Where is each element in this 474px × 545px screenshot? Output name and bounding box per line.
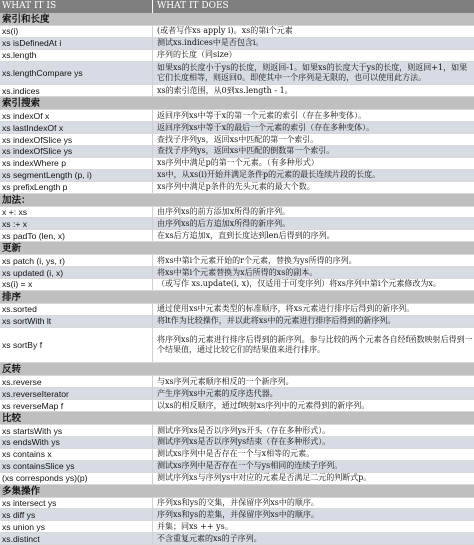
operation-cell: xs sortBy f [0, 328, 153, 363]
description-cell: 测试xs序列中是否存在一个与ys相同的连续子序列。 [157, 461, 343, 471]
table-row [0, 158, 474, 170]
table-row [0, 122, 474, 134]
operation-cell: xs(i) [0, 26, 153, 37]
description-cell: 测试序列xs与序列ys中对应的元素是否满足二元的判断式p。 [157, 473, 372, 483]
description-cell: 将xs中第i个元素开始的r个元素，替换为ys所得的序列。 [157, 255, 357, 265]
description-cell: 测试序列xs是否以序列ys开头（存在多种形式）。 [157, 425, 331, 435]
table-row [0, 461, 474, 473]
operation-cell: xs segmentLength (p, i) [0, 170, 153, 181]
section-heading: 排序 [0, 291, 474, 304]
table-header [0, 0, 474, 13]
table-row [0, 85, 474, 97]
section-heading: 加法： [0, 194, 474, 207]
operation-cell: xs containsSlice ys [0, 461, 153, 472]
operation-cell: xs updated (i, x) [0, 267, 153, 278]
operation-cell: xs.indices [0, 85, 153, 96]
table-row [0, 279, 474, 291]
operation-cell: xs reverseMap f [0, 400, 153, 411]
table-row [0, 425, 474, 437]
table-row [0, 207, 474, 219]
table-row [0, 134, 474, 146]
table-row [0, 62, 474, 86]
section-heading: 更新 [0, 242, 474, 255]
description-cell: xs中，从xs(i)开始并满足条件p的元素的最长连续片段的长度。 [157, 170, 381, 180]
section-heading: 多集操作 [0, 485, 474, 498]
operation-cell: xs.reverse [0, 376, 153, 387]
table-row [0, 316, 474, 328]
description-cell: 并集；同xs ++ ys。 [157, 521, 233, 531]
section-heading: 索引搜索 [0, 97, 474, 110]
operation-cell: x +: xs [0, 207, 153, 218]
description-cell: xs序列中满足p条件的先头元素的最大个数。 [157, 182, 315, 192]
table-row [0, 376, 474, 388]
operation-cell: xs :+ x [0, 218, 153, 229]
operation-cell: xs.distinct [0, 533, 153, 544]
operation-cell: xs.sorted [0, 304, 153, 315]
operation-cell: xs isDefinedAt i [0, 38, 153, 49]
description-cell: 测试序列xs是否以序列ys结束（存在多种形式）。 [157, 437, 331, 447]
table-row [0, 110, 474, 122]
operation-cell: xs startsWith ys [0, 425, 153, 436]
table-row [0, 230, 474, 242]
section-heading: 比较 [0, 412, 474, 425]
table-row [0, 498, 474, 510]
description-cell: 以xs的相反顺序，通过f映射xs序列中的元素得到的新序列。 [157, 400, 370, 410]
description-cell: 不含重复元素的xs的子序列。 [157, 533, 262, 543]
table-row [0, 328, 474, 364]
operation-cell: xs prefixLength p [0, 182, 153, 193]
description-cell: 序列xs和ys的差集，并保留序列xs中的顺序。 [157, 509, 319, 519]
description-cell: 测试xs.indices中是否包含i。 [157, 38, 264, 48]
description-cell: 序列的长度（同size） [157, 50, 237, 60]
description-cell: 将xs中第i个元素替换为x后所得的xs的副本。 [157, 267, 318, 277]
operation-cell: xs padTo (len, x) [0, 230, 153, 241]
description-cell: 测试xs序列中是否存在一个与x相等的元素。 [157, 449, 315, 459]
description-cell: xs序列中满足p的第一个元素。（有多种形式） [157, 158, 319, 168]
operation-cell: xs intersect ys [0, 498, 153, 509]
table-row [0, 473, 474, 485]
table-row [0, 26, 474, 38]
table-row [0, 255, 474, 267]
section-heading: 索引和长度 [0, 13, 474, 26]
header-what-it-does: WHAT IT DOES [157, 1, 229, 11]
table-row [0, 437, 474, 449]
description-cell: 将lt作为比较操作，并以此将xs中的元素进行排序后得到的新序列。 [157, 316, 396, 326]
table-row [0, 533, 474, 545]
description-cell: 将序列xs的元素进行排序后得到的新序列。参与比较的两个元素各自经f函数映射后得到一个结果值，通过比较它们的结果值来进行排序。 [157, 335, 473, 355]
operation-cell: (xs corresponds ys)(p) [0, 473, 153, 484]
operation-cell: xs indexOfSlice ys [0, 146, 153, 157]
table-row [0, 509, 474, 521]
description-cell: 如果xs的长度小于ys的长度，则返回-1。如果xs的长度大于ys的长度，则返回+1，如果它们长度相等，则返回0。即使其中一个序列是无限的，也可以使用此方法。 [157, 63, 468, 83]
operation-cell: xs.reverseIterator [0, 388, 153, 399]
operation-cell: xs indexOfSlice ys [0, 134, 153, 145]
description-cell: （或写作 xs.update(i, x)，仅适用于可变序列）将xs序列中第i个元素修改为x。 [157, 279, 441, 289]
description-cell: 由序列xs的前方添加x所得的新序列。 [157, 207, 291, 217]
operation-cell: xs.lengthCompare ys [0, 62, 153, 85]
section-heading: 反转 [0, 363, 474, 376]
operation-cell: xs lastIndexOf x [0, 122, 153, 133]
description-cell: 序列xs和ys的交集，并保留序列xs中的顺序。 [157, 497, 319, 507]
operation-cell: xs indexOf x [0, 110, 153, 121]
header-what-it-is: WHAT IT IS [0, 0, 153, 13]
table-row [0, 38, 474, 50]
description-cell: 在xs后方追加x，直到长度达到len后得到的序列。 [157, 230, 335, 240]
table-row [0, 267, 474, 279]
description-cell: 产生序列xs中元素的反序迭代器。 [157, 388, 278, 398]
table-row [0, 521, 474, 533]
operation-cell: xs union ys [0, 521, 153, 532]
table-row [0, 170, 474, 182]
table-row [0, 304, 474, 316]
table-row [0, 400, 474, 412]
description-cell: (或者写作xs apply i)。xs的第i个元素 [157, 26, 293, 36]
operation-cell: xs contains x [0, 449, 153, 460]
table-row [0, 182, 474, 194]
table-row [0, 50, 474, 62]
description-cell: 通过使用xs中元素类型的标准顺序，将xs元素进行排序后得到的新序列。 [157, 304, 415, 314]
table-row [0, 146, 474, 158]
description-cell: 由序列xs的后方追加x所得的新序列。 [157, 218, 291, 228]
description-cell: 查找子序列ys，返回xs中匹配的第一个索引。 [157, 134, 319, 144]
operation-cell: xs.length [0, 50, 153, 61]
table-body [0, 13, 474, 545]
operation-cell: xs diff ys [0, 509, 153, 520]
table-row [0, 388, 474, 400]
description-cell: 与xs序列元素顺序相反的一个新序列。 [157, 376, 294, 386]
operation-cell: xs indexWhere p [0, 158, 153, 169]
operation-cell: xs endsWith ys [0, 437, 153, 448]
operation-cell: xs sortWith lt [0, 316, 153, 327]
description-cell: 查找子序列ys，返回xs中匹配的倒数第一个索引。 [157, 146, 335, 156]
operation-cell: xs(i) = x [0, 279, 153, 290]
table-row [0, 218, 474, 230]
description-cell: 返回序列xs中等于x的最后一个元素的索引（存在多种变体）。 [157, 122, 375, 132]
operation-cell: xs patch (i, ys, r) [0, 255, 153, 266]
description-cell: 返回序列xs中等于x的第一个元素的索引（存在多种变体）。 [157, 110, 367, 120]
table-row [0, 449, 474, 461]
description-cell: xs的索引范围，从0到xs.length - 1。 [157, 85, 293, 95]
